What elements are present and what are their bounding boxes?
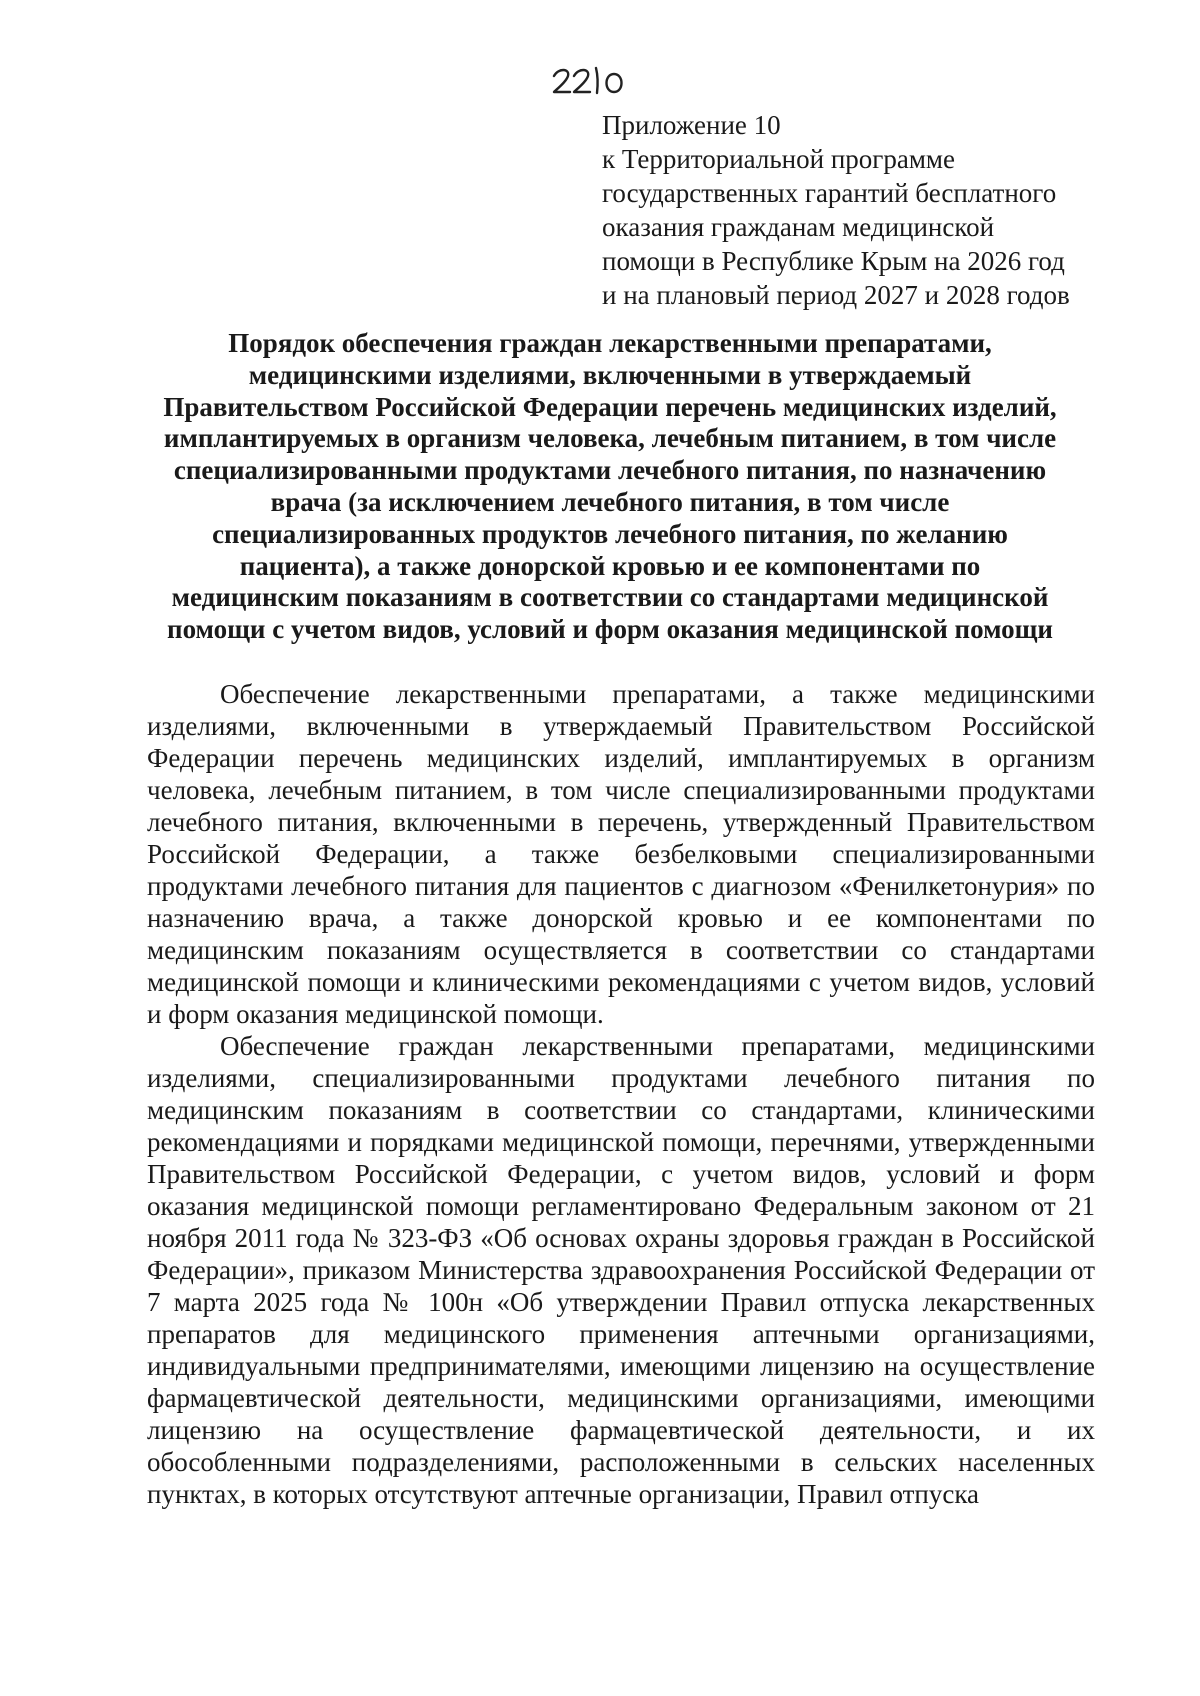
appendix-line: оказания гражданам медицинской [602, 212, 995, 242]
title-line: помощи с учетом видов, условий и форм оказания медицинской помощи [167, 614, 1053, 645]
handwritten-page-number-mark [548, 62, 638, 102]
title-line: специализированными продуктами лечебного питания, по назначению [173, 455, 1047, 486]
title-line: медицинским показаниям в соответствии со стандартами медицинской [171, 582, 1049, 613]
title-line: имплантируемых в организм человека, лечебным питанием, в том числе [163, 423, 1057, 454]
appendix-line: к Территориальной программе [602, 144, 955, 174]
appendix-header [602, 108, 1122, 312]
title-line: врача (за исключением лечебного питания, в том числе [270, 486, 950, 517]
body-paragraph: Обеспечение лекарственными препаратами, а также медицинскими изделиями, включенными в утверждаемый Правительством Российской Федерации перечень медицинских изделий, имплантируемых в организм человека, лечебным питанием, в том числе специализированными продуктами лечебного питания, включенными в перечень, утвержденный Правительством Российской Федерации, а также безбелковыми специализированными продуктами лечебного питания для пациентов с диагнозом «Фенилкетонурия» по назначению врача, а также донорской кровью и ее компонентами по медицинским показаниям осуществляется в соответствии со стандартами медицинской помощи и клиническими рекомендациями с учетом видов, условий и форм оказания медицинской помощи. [147, 679, 1095, 1029]
appendix-line: Приложение 10 [602, 110, 781, 140]
title-line: пациента), а также донорской кровью и ее компонентами по [239, 550, 981, 581]
body-paragraph: Обеспечение граждан лекарственными препаратами, медицинскими изделиями, специализированными продуктами лечебного питания по медицинским показаниям в соответствии со стандартами, клиническими рекомендациями и порядками медицинской помощи, перечнями, утвержденными Правительством Российской Федерации, с учетом видов, условий и форм оказания медицинской помощи регламентировано Федеральным законом от 21 ноября 2011 года № 323-ФЗ «Об основах охраны здоровья граждан в Российской Федерации», приказом Министерства здравоохранения Российской Федерации от 7 марта 2025 года № 100н «Об утверждении Правил отпуска лекарственных препаратов для медицинского применения аптечными организациями, индивидуальными предпринимателями, имеющими лицензию на осуществление фармацевтической деятельности, медицинскими организациями, имеющими лицензию на осуществление фармацевтической деятельности, и их обособленными подразделениями, расположенными в сельских населенных пунктах, в которых отсутствуют аптечные организации, Правил отпуска [147, 1031, 1095, 1509]
title-line: медицинскими изделиями, включенными в утверждаемый [248, 359, 972, 390]
appendix-line: государственных гарантий бесплатного [602, 178, 1057, 208]
appendix-line: и на плановый период 2027 и 2028 годов [602, 280, 1070, 310]
title-line: специализированных продуктов лечебного питания, по желанию [212, 518, 1008, 549]
appendix-line: помощи в Республике Крым на 2026 год [602, 246, 1065, 276]
title-line: Порядок обеспечения граждан лекарственными препаратами, [228, 328, 992, 358]
title-line: Правительством Российской Федерации перечень медицинских изделий, [163, 391, 1057, 422]
document-title [130, 328, 1090, 646]
handwritten-page-number [548, 62, 638, 102]
document-body [147, 678, 1095, 1510]
